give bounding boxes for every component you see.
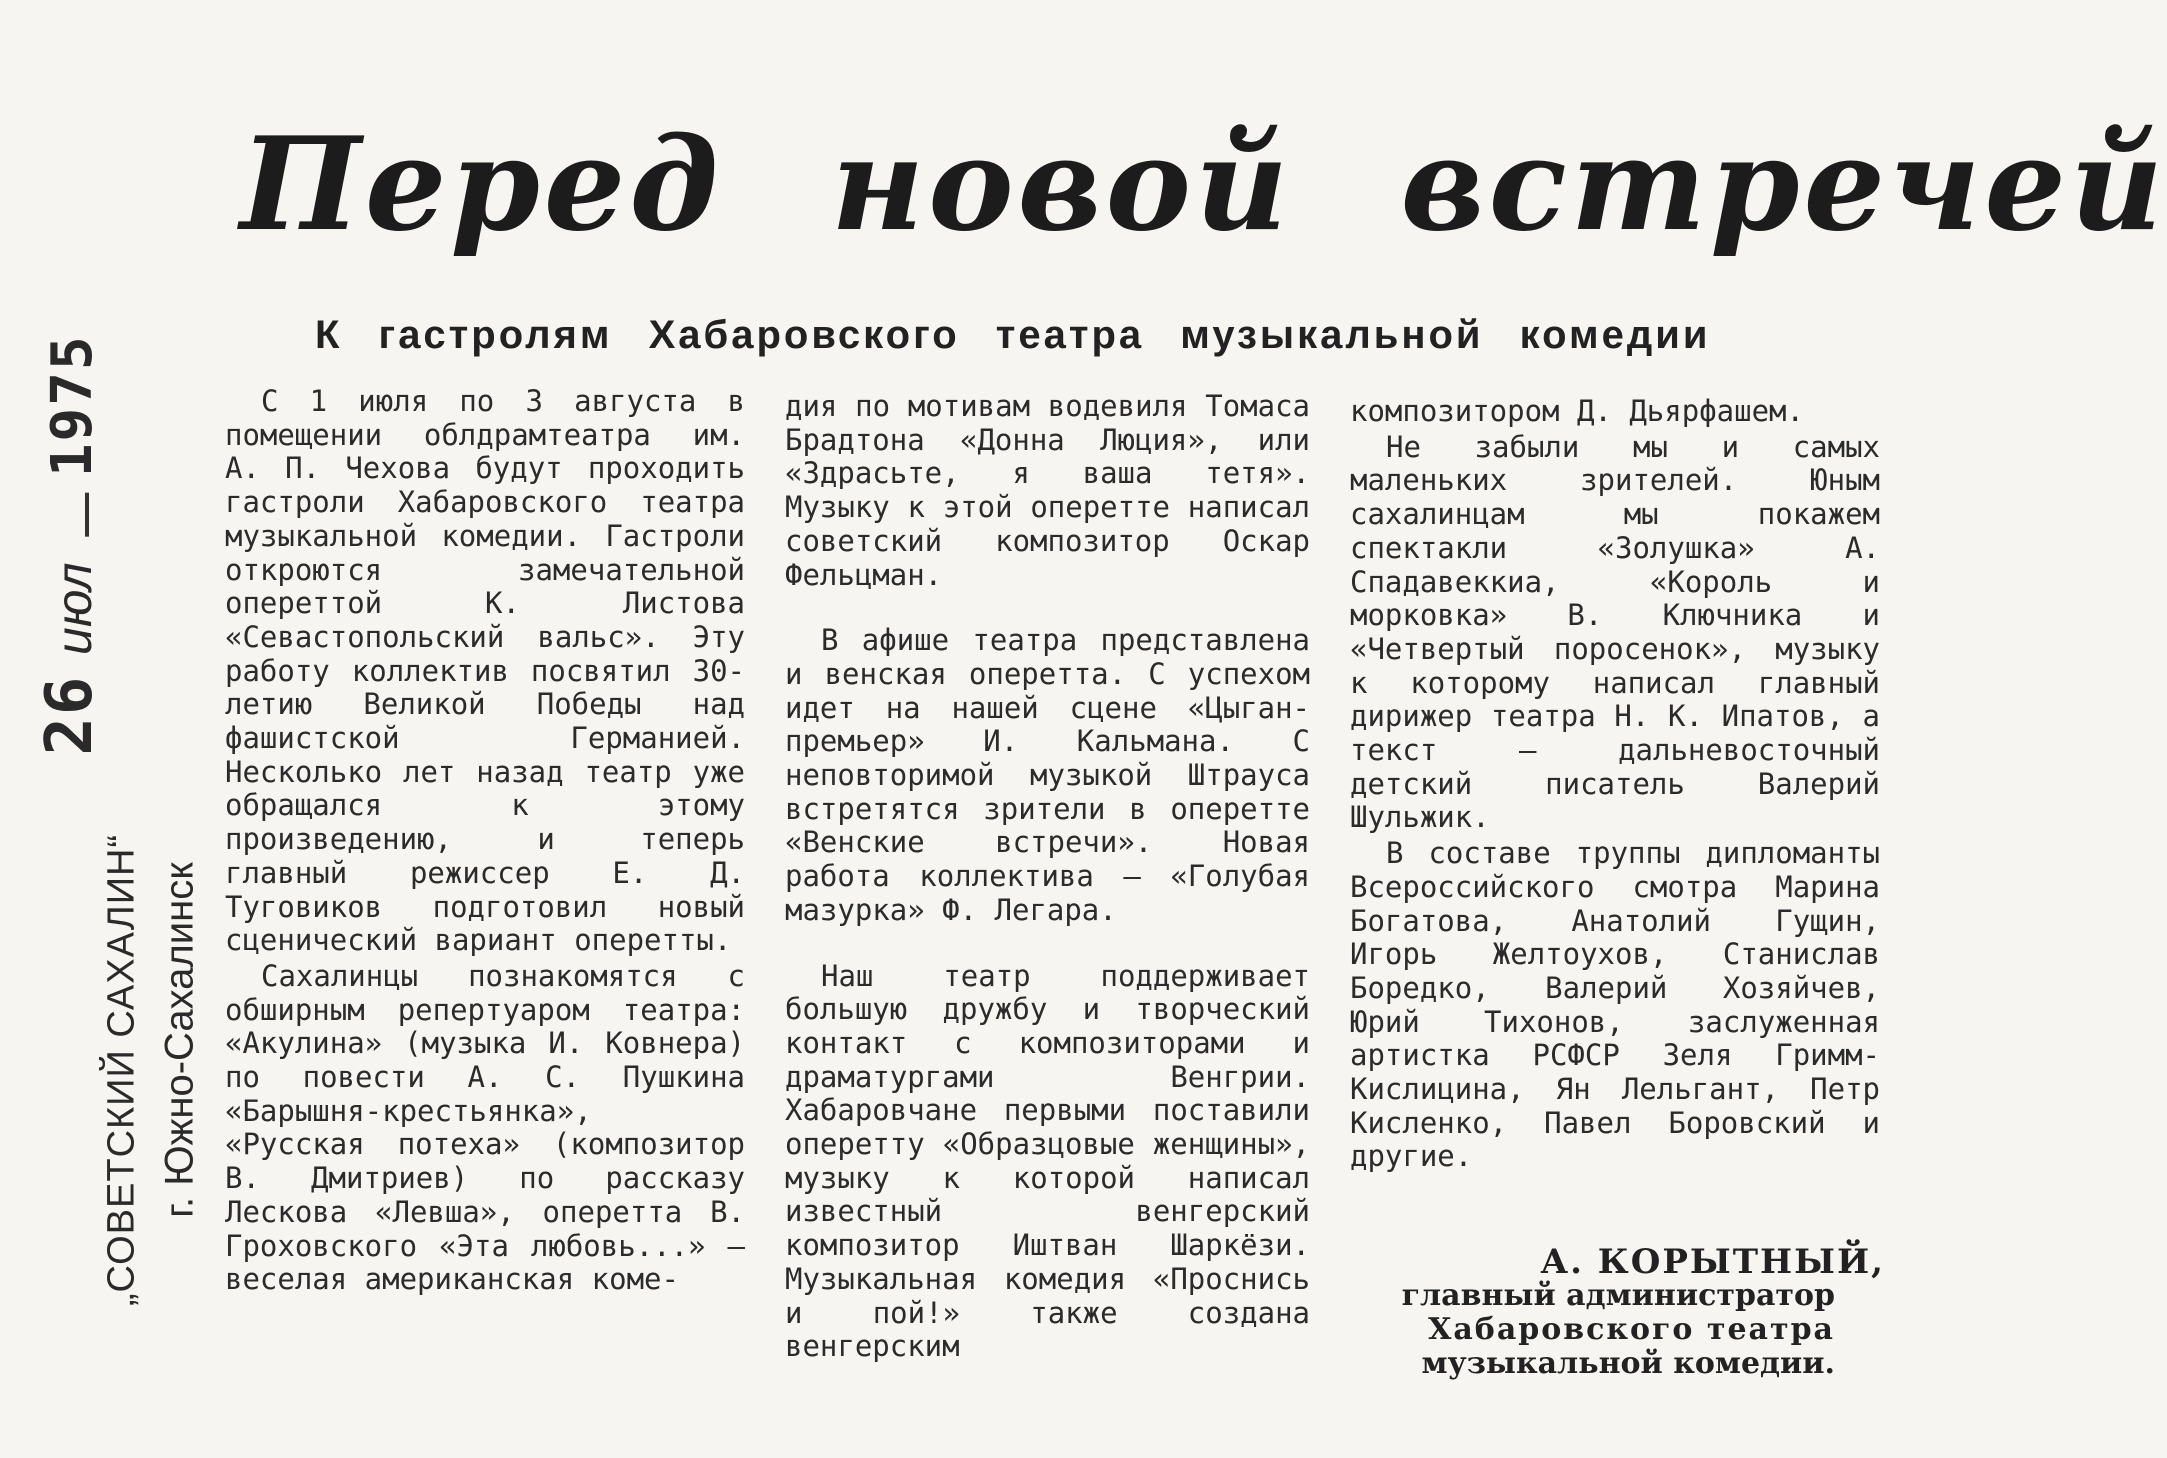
paragraph: С 1 июля по 3 августа в помещении облдрамтеатра им. А. П. Чехова будут проходить гастроли Хабаровского театра музыкальной комедии. Гастроли откроются замечательной опереттой К. Листова «Севастопольский вальс». Эту работу коллектив посвятил 30-летию Великой Победы над фашистской Германией. Несколько лет назад театр уже обращался к этому произведению, и теперь главный режиссер Е. Д. Туговиков подготовил новый сценический вариант оперетты. — [225, 384, 745, 958]
article-column-3 — [1350, 395, 1880, 1174]
paragraph: Не забыли мы и самых маленьких зрителей. Юным сахалинцам мы покажем спектакли «Золушка» А. Спадавеккиа, «Король и морковка» В. Ключника и «Четвертый поросенок», музыку к которому написал главный дирижер театра Н. К. Ипатов, а текст — дальневосточный детский писатель Валерий Шульжик. — [1350, 429, 1880, 835]
paragraph: В составе труппы дипломанты Всероссийского смотра Марина Богатова, Анатолий Гущин, Игорь Желтоухов, Станислав Боредко, Валерий Хозяйчев, Юрий Тихонов, заслуженная артистка РСФСР Зеля Гримм-Кислицина, Ян Лельгант, Петр Кисленко, Павел Боровский и другие. — [1350, 836, 1880, 1174]
author-title: музыкальной комедии. — [1421, 1346, 1835, 1381]
stamp-year: 1975 — [40, 334, 105, 478]
paragraph: дия по мотивам водевиля Томаса Брадтона «Донна Люция», или «Здрасьте, я ваша тетя». Музыку к этой оперетте написал советский композитор Оскар Фельцман. — [785, 389, 1310, 592]
author-title: Хабаровского театра — [1428, 1312, 1835, 1347]
article-headline: Перед новой встречей — [240, 110, 2167, 260]
newspaper-clipping: 26 июл 1975 „СОВЕТСКИЙ САХАЛИН“ г. Южно-Сахалинск Перед новой встречей К гастролям Хабаровского театра музыкальной комедии С 1 июля по 3 августа в помещении облдрамтеатра им. А. П. Чехова будут проходить гастроли Хабаровского театра музыкальной комедии. Гастроли откроются замечательной опереттой К. Листова «Севастопольский вальс». Эту работу коллектив посвятил 30-летию Великой Победы над фашистской Германией. Несколько лет назад театр уже обращался к этому произведению, и теперь главный режиссер Е. Д. Туговиков подготовил новый сценический вариант оперетты. Сахалинцы познакомятся с обширным репертуаром театра: «Акулина» (музыка И. Ковнера) по повести А. С. Пушкина «Барышня-крестьянка», «Русская потеха» (композитор В. Дмитриев) по рассказу Лескова «Левша», оперетта В. Гроховского «Эта любовь...» — веселая американская коме- дия по мотивам водевиля Томаса Брадтона «Донна Люция», или «Здрасьте, я ваша тетя». Музыку к этой оперетте написал советский композитор Оскар Фельцман. В афише театра представлена и венская оперетта. С успехом идет на нашей сцене «Цыган-премьер» И. Кальмана. С неповторимой музыкой Штрауса встретятся зрители в оперетте «Венские встречи». Новая работа коллектива — «Голубая мазурка» Ф. Легара. Наш театр поддерживает большую дружбу и творческий контакт с композиторами и драматургами Венгрии. Хабаровчане первыми поставили оперетту «Образцовые женщины», музыку к которой написал известный венгерский композитор Иштван Шаркёзи. Музыкальная комедия «Проснись и пой!» также создана венгерским композитором Д. Дьярфашем. Не забыли мы и самых маленьких зрителей. Юным сахалинцам мы покажем спектакли «Золушка» А. Спадавеккиа, «Король и морковка» В. Ключника и «Четвертый поросенок», музыку к которому написал главный дирижер театра Н. К. Ипатов, а текст — дальневосточный детский писатель Валерий Шульжик. В составе труппы дипломанты Всероссийского смотра Марина Богатова, Анатолий Гущин, Игорь Желтоухов, Станислав Боредко, Валерий Хозяйчев, Юрий Тихонов, заслуженная артистка РСФСР Зеля Гримм-Кислицина, Ян Лельгант, Петр Кисленко, Павел Боровский и другие. А. КОРЫТНЫЙ, главный администратор Хабаровского театра музыкальной комедии. — [33, 110, 2167, 1381]
paragraph: Наш театр поддерживает большую дружбу и творческий контакт с композиторами и драматургами Венгрии. Хабаровчане первыми поставили оперетту «Образцовые женщины», музыку к которой написал известный венгерский композитор Иштван Шаркёзи. Музыкальная комедия «Проснись и пой!» также создана венгерским — [785, 958, 1310, 1364]
paragraph: Сахалинцы познакомятся с обширным репертуаром театра: «Акулина» (музыка И. Ковнера) по повести А. С. Пушкина «Барышня-крестьянка», «Русская потеха» (композитор В. Дмитриев) по рассказу Лескова «Левша», оперетта В. Гроховского «Эта любовь...» — веселая американская коме- — [225, 958, 745, 1297]
stamp-day: 26 — [33, 674, 107, 756]
paragraph: В афише театра представлена и венская оперетта. С успехом идет на нашей сцене «Цыган-премьер» И. Кальмана. С неповторимой музыкой Штрауса встретятся зрители в оперетте «Венские встречи». Новая работа коллектива — «Голубая мазурка» Ф. Легара. — [785, 623, 1310, 927]
stamp-month: июл — [46, 562, 102, 655]
author-title: главный администратор — [1401, 1278, 1835, 1313]
stamp-divider — [85, 493, 89, 537]
article-column-2 — [785, 390, 1310, 1364]
paragraph: композитором Д. Дьярфашем. — [1350, 394, 1804, 428]
author-signature — [1375, 1242, 1895, 1381]
article-column-1 — [225, 385, 745, 1297]
author-name: А. КОРЫТНЫЙ, — [1540, 1242, 1885, 1282]
article-subheadline: К гастролям Хабаровского театра музыкальной комедии — [315, 313, 1711, 357]
